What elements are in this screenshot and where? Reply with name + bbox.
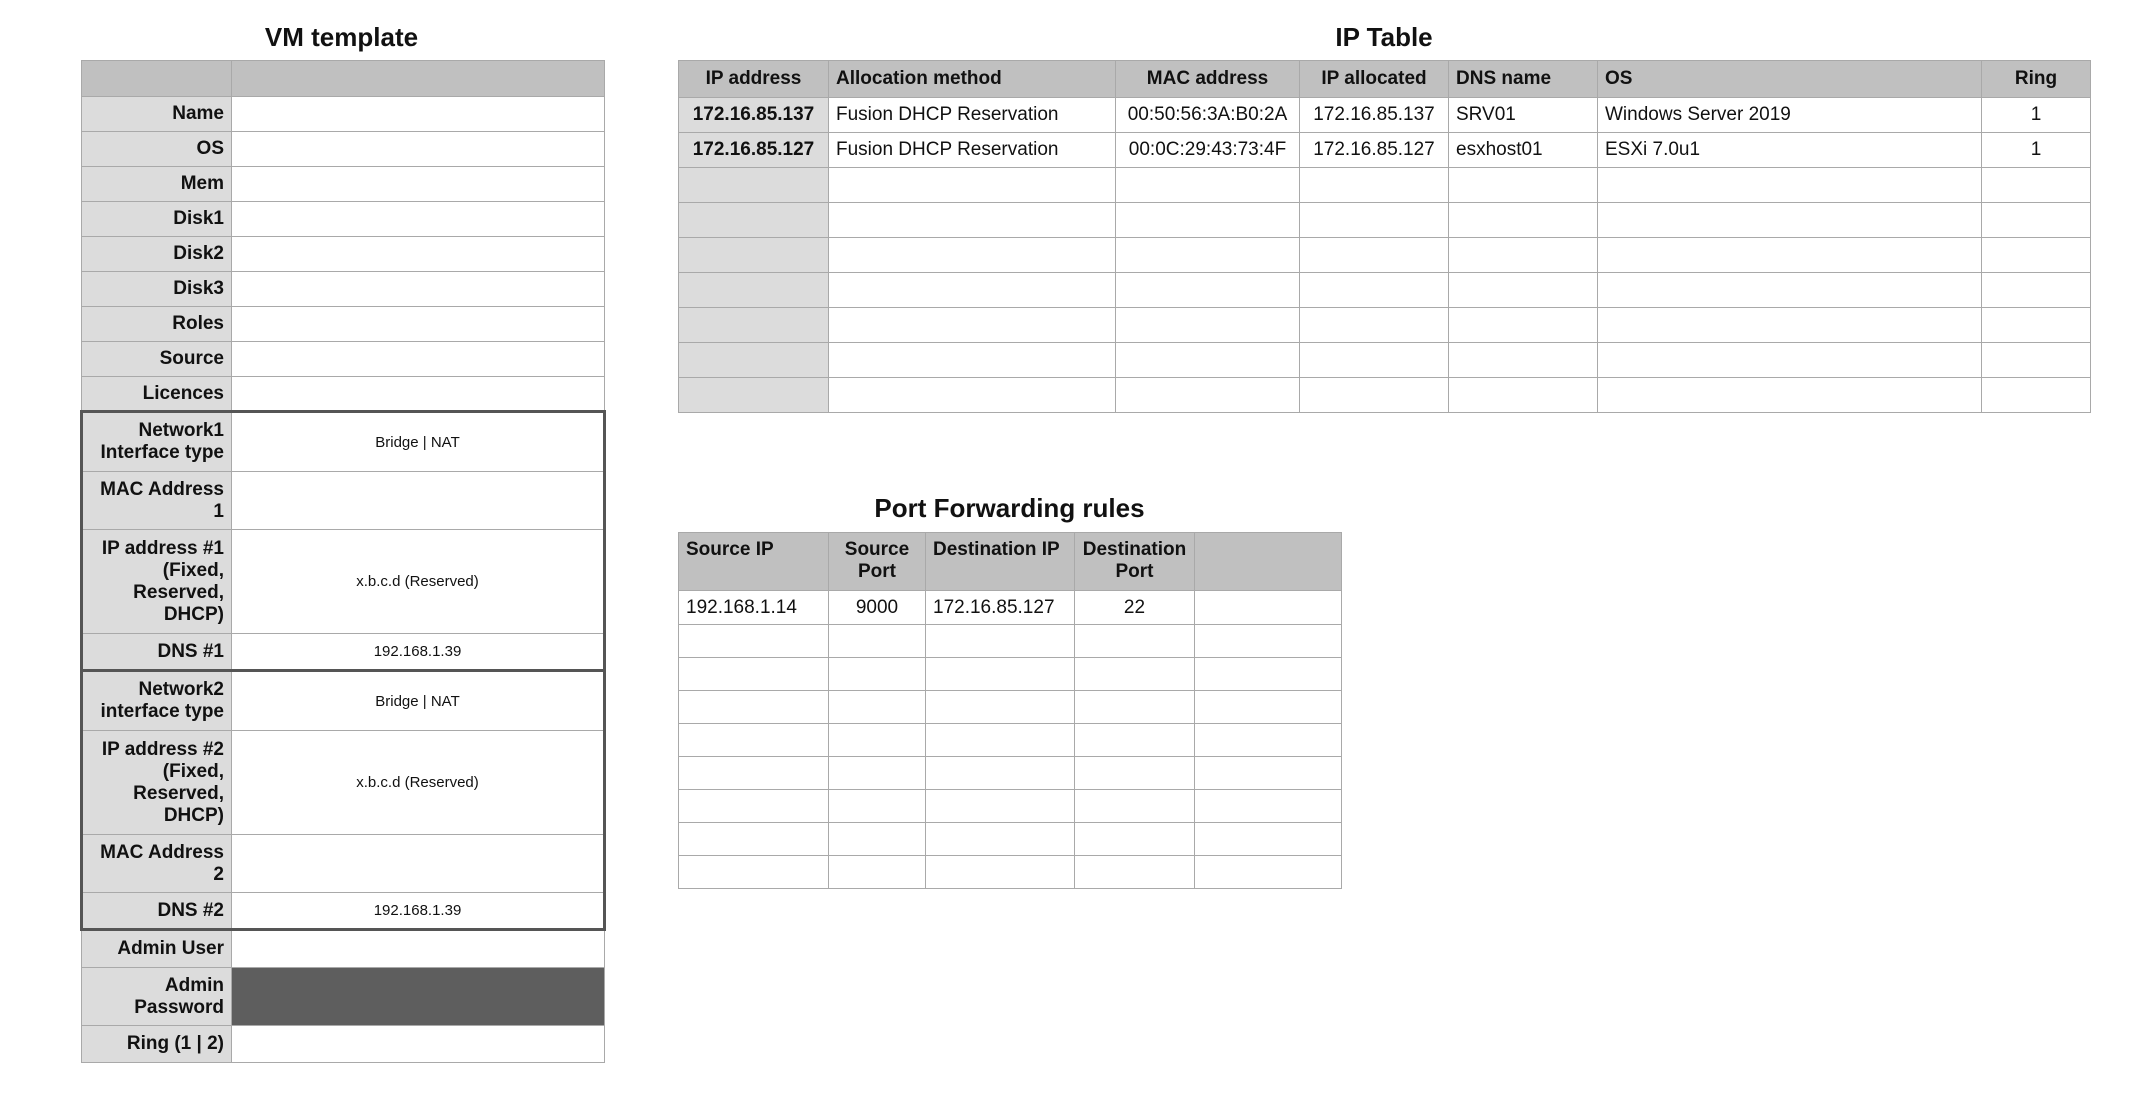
ip-cell: 172.16.85.137 (679, 98, 829, 133)
vm-row-value[interactable] (232, 167, 605, 202)
vm-row-value[interactable] (232, 237, 605, 272)
ip-cell (1982, 203, 2091, 238)
vm-row-label: DNS #1 (82, 634, 232, 671)
pf-cell (829, 790, 926, 823)
ip-row-empty (679, 168, 2091, 203)
vm-row (82, 530, 605, 634)
ip-cell (829, 308, 1116, 343)
ip-cell: Fusion DHCP Reservation (829, 133, 1116, 168)
pf-cell (926, 691, 1075, 724)
ip-cell: 172.16.85.127 (1300, 133, 1449, 168)
vm-row (82, 272, 605, 307)
ip-cell (1449, 308, 1598, 343)
pf-header-row (679, 533, 1342, 591)
pf-cell (679, 757, 829, 790)
pf-cell (1075, 625, 1195, 658)
vm-row (82, 634, 605, 671)
ip-cell (1300, 378, 1449, 413)
vm-row-label: Disk1 (82, 202, 232, 237)
vm-row-value[interactable]: x.b.c.d (Reserved) (232, 530, 605, 634)
ip-cell (829, 203, 1116, 238)
ip-cell (1982, 273, 2091, 308)
ip-cell (1449, 273, 1598, 308)
pf-cell (926, 724, 1075, 757)
ip-cell (1449, 238, 1598, 273)
ip-cell (679, 168, 829, 203)
ip-header-cell: OS (1598, 61, 1982, 98)
vm-row-label: Admin Password (82, 968, 232, 1026)
vm-row-value[interactable]: 192.168.1.39 (232, 893, 605, 930)
ip-header-cell: Ring (1982, 61, 2091, 98)
pf-cell (829, 625, 926, 658)
vm-template-title: VM template (264, 22, 419, 52)
ip-header-row (679, 61, 2091, 98)
vm-row-label: MAC Address 1 (82, 472, 232, 530)
ip-header-cell: IP address (679, 61, 829, 98)
pf-cell (926, 757, 1075, 790)
ip-cell: esxhost01 (1449, 133, 1598, 168)
pf-cell: 172.16.85.127 (926, 591, 1075, 625)
ip-cell: 172.16.85.127 (679, 133, 829, 168)
ip-cell (829, 378, 1116, 413)
pf-cell (926, 823, 1075, 856)
ip-cell (829, 168, 1116, 203)
vm-row (82, 930, 605, 968)
pf-cell (926, 856, 1075, 889)
vm-header-cell (82, 61, 232, 97)
ip-cell (1300, 343, 1449, 378)
ip-header-cell: IP allocated (1300, 61, 1449, 98)
ip-cell (1982, 343, 2091, 378)
ip-cell (1116, 168, 1300, 203)
ip-cell (1982, 378, 2091, 413)
pf-row-empty (679, 724, 1342, 757)
pf-cell (1075, 658, 1195, 691)
ip-cell: Fusion DHCP Reservation (829, 98, 1116, 133)
pf-cell (1195, 790, 1342, 823)
ip-cell: SRV01 (1449, 98, 1598, 133)
vm-row-label: Ring (1 | 2) (82, 1026, 232, 1063)
ip-header-cell: Allocation method (829, 61, 1116, 98)
ip-cell: Windows Server 2019 (1598, 98, 1982, 133)
pf-cell (1195, 658, 1342, 691)
vm-row-label: Disk3 (82, 272, 232, 307)
ip-cell (1598, 308, 1982, 343)
pf-cell: 9000 (829, 591, 926, 625)
ip-cell (1598, 238, 1982, 273)
pf-cell (1075, 856, 1195, 889)
vm-row-label: Admin User (82, 930, 232, 968)
vm-row-label: OS (82, 132, 232, 167)
vm-row (82, 132, 605, 167)
ip-row-empty (679, 203, 2091, 238)
pf-row-empty (679, 625, 1342, 658)
vm-row (82, 671, 605, 731)
pf-header-cell: Destination Port (1075, 533, 1195, 591)
ip-cell (1116, 273, 1300, 308)
ip-row-empty (679, 378, 2091, 413)
ip-cell (1598, 273, 1982, 308)
pf-cell (1075, 823, 1195, 856)
vm-row-value[interactable] (232, 132, 605, 167)
ip-table (678, 60, 2091, 413)
ip-header-cell: DNS name (1449, 61, 1598, 98)
vm-row (82, 377, 605, 412)
pf-header-cell: Source Port (829, 533, 926, 591)
vm-row-label: IP address #2 (Fixed, Reserved, DHCP) (82, 731, 232, 835)
vm-row-value[interactable] (232, 835, 605, 893)
pf-cell (1195, 823, 1342, 856)
vm-row-value[interactable] (232, 272, 605, 307)
pf-cell (679, 856, 829, 889)
ip-cell (679, 378, 829, 413)
port-forwarding-table (678, 532, 1342, 889)
ip-row (679, 98, 2091, 133)
pf-cell (1075, 790, 1195, 823)
pf-cell (926, 658, 1075, 691)
vm-row-value[interactable] (232, 342, 605, 377)
pf-row-empty (679, 658, 1342, 691)
vm-template-table (80, 60, 606, 1063)
ip-cell: 1 (1982, 133, 2091, 168)
ip-cell (1449, 203, 1598, 238)
ip-cell (1449, 343, 1598, 378)
pf-row-empty (679, 691, 1342, 724)
ip-cell (1116, 343, 1300, 378)
vm-row-value[interactable] (232, 307, 605, 342)
pf-row (679, 591, 1342, 625)
vm-row-value[interactable]: 192.168.1.39 (232, 634, 605, 671)
ip-cell (1116, 238, 1300, 273)
ip-cell: 172.16.85.137 (1300, 98, 1449, 133)
vm-header-row (82, 61, 605, 97)
pf-cell (1195, 724, 1342, 757)
pf-cell (926, 625, 1075, 658)
vm-row-label: Mem (82, 167, 232, 202)
pf-row-empty (679, 856, 1342, 889)
vm-row (82, 237, 605, 272)
ip-cell (679, 238, 829, 273)
pf-cell (829, 823, 926, 856)
vm-row (82, 1026, 605, 1063)
pf-header-cell: Source IP (679, 533, 829, 591)
ip-cell (1300, 203, 1449, 238)
ip-cell: ESXi 7.0u1 (1598, 133, 1982, 168)
pf-cell (1075, 757, 1195, 790)
pf-cell: 22 (1075, 591, 1195, 625)
vm-row-value[interactable] (232, 472, 605, 530)
vm-row-label: Disk2 (82, 237, 232, 272)
ip-cell (1598, 168, 1982, 203)
vm-row-label: IP address #1 (Fixed, Reserved, DHCP) (82, 530, 232, 634)
pf-cell (1195, 757, 1342, 790)
vm-row (82, 472, 605, 530)
pf-cell (1075, 724, 1195, 757)
vm-row (82, 412, 605, 472)
ip-cell (1982, 308, 2091, 343)
pf-cell (679, 625, 829, 658)
ip-cell (679, 273, 829, 308)
ip-cell (829, 238, 1116, 273)
ip-cell (1116, 308, 1300, 343)
vm-row-value[interactable]: Bridge | NAT (232, 671, 605, 731)
vm-row-value[interactable] (232, 377, 605, 412)
vm-row-label: Licences (82, 377, 232, 412)
vm-row (82, 167, 605, 202)
vm-row-label: DNS #2 (82, 893, 232, 930)
ip-cell (1300, 273, 1449, 308)
pf-cell (679, 823, 829, 856)
pf-cell: 192.168.1.14 (679, 591, 829, 625)
pf-row-empty (679, 757, 1342, 790)
vm-row-value[interactable] (232, 930, 605, 968)
ip-row-empty (679, 343, 2091, 378)
ip-cell (829, 273, 1116, 308)
vm-row-label: Network2 interface type (82, 671, 232, 731)
pf-cell (679, 790, 829, 823)
vm-row-label: Network1 Interface type (82, 412, 232, 472)
ip-table-title: IP Table (1335, 22, 1433, 52)
vm-row (82, 835, 605, 893)
vm-row (82, 893, 605, 930)
pf-row-empty (679, 823, 1342, 856)
vm-row (82, 97, 605, 132)
ip-cell (1982, 168, 2091, 203)
pf-cell (679, 658, 829, 691)
vm-row-label: MAC Address 2 (82, 835, 232, 893)
port-forwarding-title: Port Forwarding rules (874, 493, 1145, 523)
ip-cell (1300, 168, 1449, 203)
pf-header-cell: Destination IP (926, 533, 1075, 591)
pf-cell (1075, 691, 1195, 724)
ip-cell (679, 343, 829, 378)
ip-cell (1116, 203, 1300, 238)
ip-cell (829, 343, 1116, 378)
vm-row-label: Source (82, 342, 232, 377)
vm-row (82, 968, 605, 1026)
admin-password-masked-field[interactable] (232, 968, 605, 1026)
pf-cell (829, 658, 926, 691)
pf-cell (679, 724, 829, 757)
ip-header-cell: MAC address (1116, 61, 1300, 98)
vm-row (82, 731, 605, 835)
pf-cell (1195, 691, 1342, 724)
ip-cell (1300, 238, 1449, 273)
pf-cell (829, 724, 926, 757)
vm-header-cell (232, 61, 605, 97)
pf-row-empty (679, 790, 1342, 823)
ip-cell (1449, 168, 1598, 203)
vm-row (82, 307, 605, 342)
ip-cell: 1 (1982, 98, 2091, 133)
pf-header-cell (1195, 533, 1342, 591)
ip-row-empty (679, 238, 2091, 273)
vm-row-label: Roles (82, 307, 232, 342)
vm-row (82, 202, 605, 237)
ip-row (679, 133, 2091, 168)
ip-row-empty (679, 308, 2091, 343)
pf-cell (1195, 591, 1342, 625)
vm-row-value[interactable]: Bridge | NAT (232, 412, 605, 472)
vm-row-label: Name (82, 97, 232, 132)
pf-cell (829, 757, 926, 790)
ip-row-empty (679, 273, 2091, 308)
vm-row-value[interactable] (232, 1026, 605, 1063)
ip-cell (1598, 378, 1982, 413)
ip-cell (1300, 308, 1449, 343)
ip-cell (1982, 238, 2091, 273)
pf-cell (679, 691, 829, 724)
pf-cell (926, 790, 1075, 823)
pf-cell (829, 691, 926, 724)
vm-row-value[interactable] (232, 202, 605, 237)
ip-cell (1598, 203, 1982, 238)
pf-cell (829, 856, 926, 889)
ip-cell (679, 203, 829, 238)
vm-row-value[interactable] (232, 97, 605, 132)
ip-cell (1598, 343, 1982, 378)
vm-row-value[interactable]: x.b.c.d (Reserved) (232, 731, 605, 835)
ip-cell: 00:0C:29:43:73:4F (1116, 133, 1300, 168)
ip-cell: 00:50:56:3A:B0:2A (1116, 98, 1300, 133)
pf-cell (1195, 856, 1342, 889)
vm-row (82, 342, 605, 377)
ip-cell (1116, 378, 1300, 413)
pf-cell (1195, 625, 1342, 658)
ip-cell (1449, 378, 1598, 413)
ip-cell (679, 308, 829, 343)
